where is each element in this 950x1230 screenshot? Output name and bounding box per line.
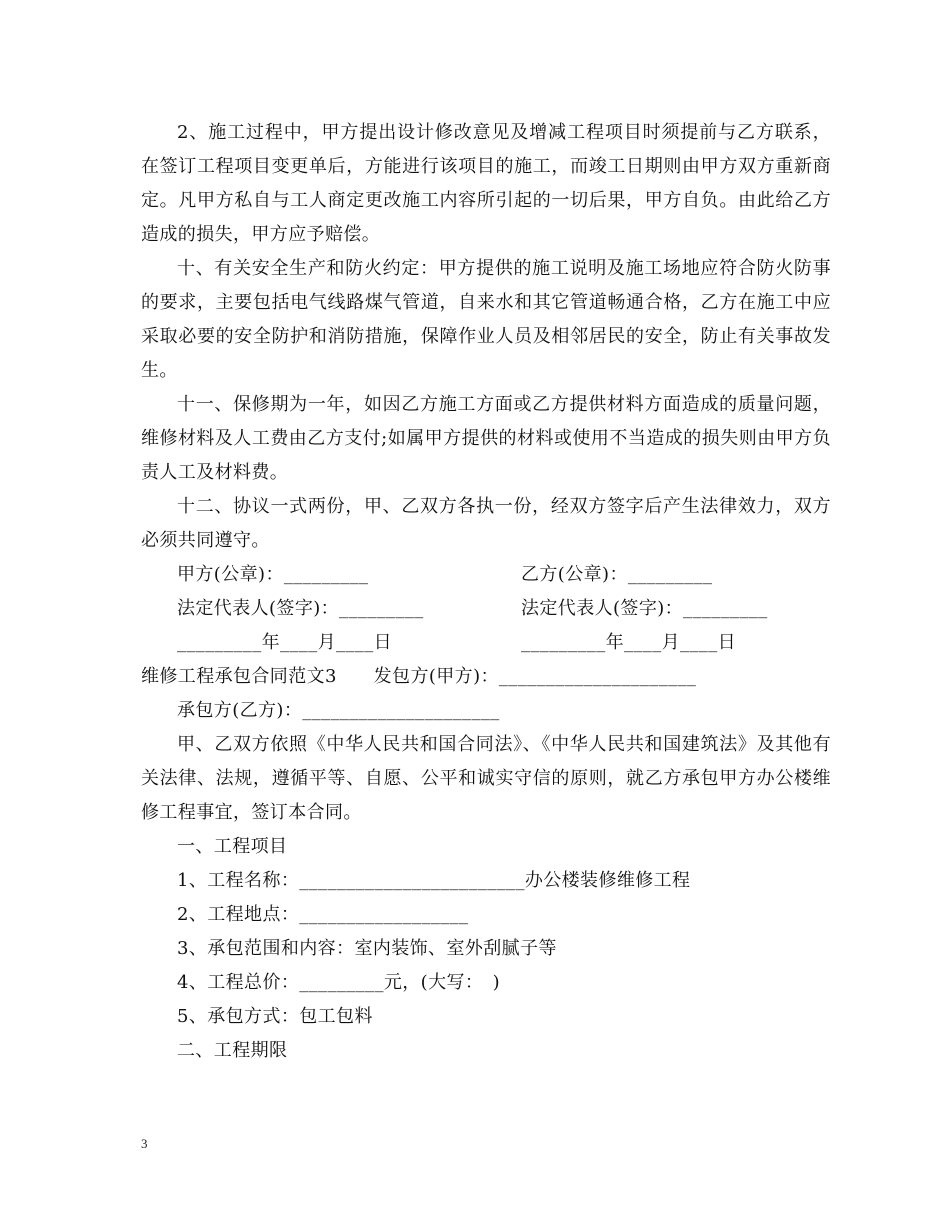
party-b-date-field: _________年____月____日 bbox=[521, 632, 736, 653]
party-a-seal-field: 甲方(公章)：_________ bbox=[177, 564, 369, 585]
party-b-seal-field: 乙方(公章)：_________ bbox=[521, 564, 713, 585]
section-3-intro: 甲、乙双方依照《中华人民共和国合同法》、《中华人民共和国建筑法》及其他有关法律、法规，遵循平等、自愿、公平和诚实守信的原则，就乙方承包甲方办公楼维修工程事宜，签订本合同。 bbox=[141, 734, 831, 823]
party-a-representative-field: 法定代表人(签字)：_________ bbox=[177, 598, 424, 619]
signature-row-seal bbox=[141, 558, 831, 592]
paragraph-clause-2: 2、施工过程中，甲方提出设计修改意见及增减工程项目时须提前与乙方联系，在签订工程项目变更单后，方能进行该项目的施工，而竣工日期则由甲方双方重新商定。凡甲方私自与工人商定更改施工内容所引起的一切后果，甲方自负。由此给乙方造成的损失，甲方应予赔偿。 bbox=[141, 122, 831, 245]
item-heading-period: 二、工程期限 bbox=[177, 1040, 288, 1061]
paragraph-clause-10: 十、有关安全生产和防火约定：甲方提供的施工说明及施工场地应符合防火防事的要求，主要包括电气线路煤气管道，自来水和其它管道畅通合格，乙方在施工中应采取必要的安全防护和消防措施，保障作业人员及相邻居民的安全，防止有关事故发生。 bbox=[141, 258, 831, 381]
contractor-line: 承包方(乙方)：_____________________ bbox=[177, 700, 500, 721]
section-3-title: 维修工程承包合同范文3 发包方(甲方)：_____________________ bbox=[141, 666, 697, 687]
party-b-representative-field: 法定代表人(签字)：_________ bbox=[521, 598, 768, 619]
item-heading-project: 一、工程项目 bbox=[177, 836, 288, 857]
page-number: 3 bbox=[141, 1136, 148, 1151]
item-project-location: 2、工程地点：__________________ bbox=[177, 904, 469, 925]
signature-row-representative bbox=[141, 592, 831, 626]
party-a-date-field: _________年____月____日 bbox=[177, 632, 392, 653]
contract-body bbox=[141, 116, 831, 1068]
item-project-name: 1、工程名称：________________________办公楼装修维修工程 bbox=[177, 870, 691, 891]
paragraph-clause-12: 十二、协议一式两份，甲、乙双方各执一份，经双方签字后产生法律效力，双方必须共同遵守。 bbox=[141, 496, 831, 551]
paragraph-clause-11: 十一、保修期为一年，如因乙方施工方面或乙方提供材料方面造成的质量问题，维修材料及人工费由乙方支付;如属甲方提供的材料或使用不当造成的损失则由甲方负责人工及材料费。 bbox=[141, 394, 831, 483]
item-contract-method: 5、承包方式：包工包料 bbox=[177, 1006, 373, 1027]
signature-row-date bbox=[141, 626, 831, 660]
item-total-price: 4、工程总价：_________元，(大写： ) bbox=[177, 972, 501, 993]
item-scope: 3、承包范围和内容：室内装饰、室外刮腻子等 bbox=[177, 938, 557, 959]
